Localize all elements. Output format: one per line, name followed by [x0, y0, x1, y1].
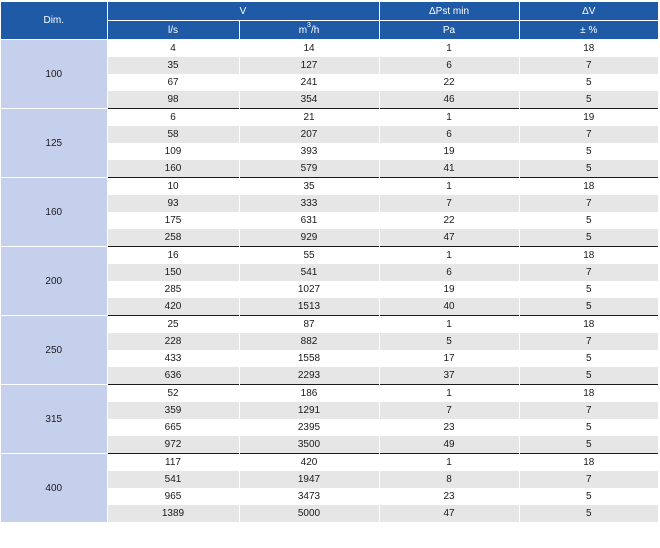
tolerance-cell: 7: [519, 195, 658, 212]
header-airflow: V: [107, 2, 379, 21]
pressure-cell: 40: [379, 298, 519, 316]
tolerance-cell: 5: [519, 488, 658, 505]
airflow-m3h-cell: 579: [239, 160, 379, 178]
table-body: [1, 40, 658, 523]
tolerance-cell: 7: [519, 333, 658, 350]
airflow-ls-cell: 98: [107, 91, 239, 109]
tolerance-cell: 18: [519, 40, 658, 58]
tolerance-cell: 19: [519, 109, 658, 127]
airflow-ls-cell: 420: [107, 298, 239, 316]
tolerance-cell: 5: [519, 298, 658, 316]
tolerance-cell: 18: [519, 454, 658, 472]
pressure-cell: 1: [379, 316, 519, 334]
tolerance-cell: 7: [519, 126, 658, 143]
airflow-ls-cell: 10: [107, 178, 239, 196]
tolerance-cell: 5: [519, 350, 658, 367]
airflow-m3h-cell: 35: [239, 178, 379, 196]
dimension-cell: 315: [1, 385, 107, 454]
tolerance-cell: 7: [519, 57, 658, 74]
airflow-ls-cell: 972: [107, 436, 239, 454]
airflow-m3h-cell: 541: [239, 264, 379, 281]
airflow-m3h-cell: 127: [239, 57, 379, 74]
airflow-ls-cell: 665: [107, 419, 239, 436]
airflow-ls-cell: 58: [107, 126, 239, 143]
airflow-m3h-cell: 186: [239, 385, 379, 403]
pressure-cell: 1: [379, 385, 519, 403]
pressure-cell: 22: [379, 212, 519, 229]
unit-liters-per-second: l/s: [107, 21, 239, 40]
pressure-cell: 8: [379, 471, 519, 488]
airflow-m3h-cell: 21: [239, 109, 379, 127]
dimension-cell: 160: [1, 178, 107, 247]
tolerance-cell: 5: [519, 419, 658, 436]
tolerance-cell: 18: [519, 316, 658, 334]
airflow-ls-cell: 35: [107, 57, 239, 74]
tolerance-cell: 18: [519, 178, 658, 196]
airflow-m3h-cell: 354: [239, 91, 379, 109]
pressure-cell: 47: [379, 229, 519, 247]
pressure-cell: 1: [379, 40, 519, 58]
airflow-ls-cell: 25: [107, 316, 239, 334]
table-row: [1, 316, 658, 334]
airflow-m3h-cell: 2395: [239, 419, 379, 436]
dimension-cell: 100: [1, 40, 107, 109]
airflow-m3h-cell: 393: [239, 143, 379, 160]
airflow-ls-cell: 433: [107, 350, 239, 367]
tolerance-cell: 7: [519, 264, 658, 281]
airflow-m3h-cell: 14: [239, 40, 379, 58]
airflow-m3h-cell: 2293: [239, 367, 379, 385]
pressure-cell: 17: [379, 350, 519, 367]
airflow-m3h-cell: 631: [239, 212, 379, 229]
pressure-cell: 7: [379, 402, 519, 419]
dimension-cell: 200: [1, 247, 107, 316]
pressure-cell: 37: [379, 367, 519, 385]
airflow-ls-cell: 6: [107, 109, 239, 127]
airflow-ls-cell: 228: [107, 333, 239, 350]
unit-m3h-superscript: 3: [307, 22, 311, 30]
airflow-ls-cell: 93: [107, 195, 239, 212]
pressure-cell: 19: [379, 281, 519, 298]
header-tolerance: ΔV: [519, 2, 658, 21]
header-row-main: [1, 2, 658, 21]
tolerance-cell: 5: [519, 143, 658, 160]
airflow-m3h-cell: 882: [239, 333, 379, 350]
table-row: [1, 454, 658, 472]
airflow-ls-cell: 117: [107, 454, 239, 472]
table-row: [1, 178, 658, 196]
tolerance-cell: 18: [519, 385, 658, 403]
airflow-m3h-cell: 333: [239, 195, 379, 212]
airflow-ls-cell: 4: [107, 40, 239, 58]
airflow-ls-cell: 16: [107, 247, 239, 265]
table-row: [1, 109, 658, 127]
unit-m3h-base: m: [298, 24, 308, 36]
airflow-m3h-cell: 929: [239, 229, 379, 247]
airflow-m3h-cell: 207: [239, 126, 379, 143]
airflow-ls-cell: 965: [107, 488, 239, 505]
tolerance-cell: 18: [519, 247, 658, 265]
pressure-cell: 1: [379, 454, 519, 472]
tolerance-cell: 5: [519, 281, 658, 298]
unit-pascal: Pa: [379, 21, 519, 40]
airflow-ls-cell: 67: [107, 74, 239, 91]
tolerance-cell: 7: [519, 471, 658, 488]
airflow-ls-cell: 258: [107, 229, 239, 247]
pressure-cell: 6: [379, 57, 519, 74]
pressure-cell: 23: [379, 488, 519, 505]
airflow-ls-cell: 541: [107, 471, 239, 488]
tolerance-cell: 5: [519, 74, 658, 91]
dimension-cell: 400: [1, 454, 107, 523]
pressure-cell: 6: [379, 264, 519, 281]
airflow-ls-cell: 359: [107, 402, 239, 419]
unit-m3h-tail: /h: [310, 24, 320, 36]
tolerance-cell: 5: [519, 229, 658, 247]
airflow-m3h-cell: 1291: [239, 402, 379, 419]
airflow-m3h-cell: 420: [239, 454, 379, 472]
unit-percent: ± %: [519, 21, 658, 40]
pressure-cell: 6: [379, 126, 519, 143]
dimension-cell: 125: [1, 109, 107, 178]
airflow-ls-cell: 175: [107, 212, 239, 229]
airflow-ls-cell: 285: [107, 281, 239, 298]
table-row: [1, 247, 658, 265]
tolerance-cell: 5: [519, 367, 658, 385]
airflow-ls-cell: 52: [107, 385, 239, 403]
airflow-m3h-cell: 3500: [239, 436, 379, 454]
airflow-m3h-cell: 3473: [239, 488, 379, 505]
airflow-m3h-cell: 1513: [239, 298, 379, 316]
tolerance-cell: 5: [519, 436, 658, 454]
pressure-cell: 1: [379, 178, 519, 196]
pressure-cell: 19: [379, 143, 519, 160]
pressure-cell: 1: [379, 109, 519, 127]
airflow-m3h-cell: 5000: [239, 505, 379, 522]
airflow-ls-cell: 636: [107, 367, 239, 385]
table-row: [1, 40, 658, 58]
pressure-cell: 49: [379, 436, 519, 454]
tolerance-cell: 5: [519, 505, 658, 522]
pressure-cell: 5: [379, 333, 519, 350]
airflow-ls-cell: 150: [107, 264, 239, 281]
header-pressure: ΔPst min: [379, 2, 519, 21]
tolerance-cell: 7: [519, 402, 658, 419]
pressure-cell: 23: [379, 419, 519, 436]
airflow-ls-cell: 160: [107, 160, 239, 178]
airflow-m3h-cell: 1947: [239, 471, 379, 488]
table-row: [1, 385, 658, 403]
airflow-m3h-cell: 55: [239, 247, 379, 265]
airflow-spec-table: [1, 2, 658, 522]
airflow-m3h-cell: 241: [239, 74, 379, 91]
pressure-cell: 7: [379, 195, 519, 212]
airflow-m3h-cell: 87: [239, 316, 379, 334]
pressure-cell: 41: [379, 160, 519, 178]
unit-cubic-meters-per-hour: [239, 21, 379, 40]
airflow-m3h-cell: 1558: [239, 350, 379, 367]
tolerance-cell: 5: [519, 212, 658, 229]
dimension-cell: 250: [1, 316, 107, 385]
header-dim: Dim.: [1, 2, 107, 40]
airflow-m3h-cell: 1027: [239, 281, 379, 298]
pressure-cell: 46: [379, 91, 519, 109]
pressure-cell: 47: [379, 505, 519, 522]
airflow-ls-cell: 1389: [107, 505, 239, 522]
tolerance-cell: 5: [519, 160, 658, 178]
pressure-cell: 22: [379, 74, 519, 91]
airflow-ls-cell: 109: [107, 143, 239, 160]
tolerance-cell: 5: [519, 91, 658, 109]
pressure-cell: 1: [379, 247, 519, 265]
